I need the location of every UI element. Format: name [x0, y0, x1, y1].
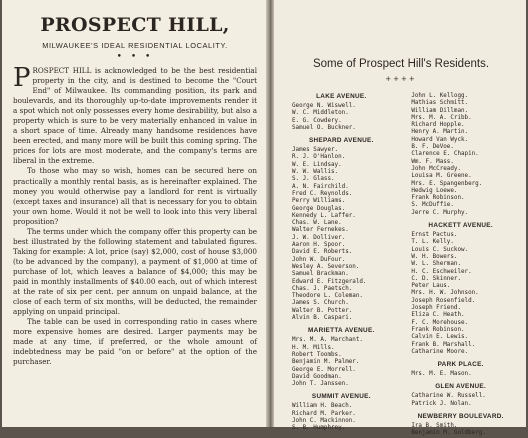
street-heading: NEWBERRY BOULEVARD.: [417, 412, 504, 420]
resident-name: Mrs. E. Spangenberg.: [411, 180, 483, 187]
resident-name: Mrs. H. W. Johnson.: [411, 290, 479, 297]
resident-name: Ernst Pactus.: [411, 232, 458, 239]
resident-name: Robert Toombs.: [292, 351, 342, 358]
resident-name: F. C. Morehouse.: [411, 319, 469, 326]
resident-name: Howard Van Wyck.: [411, 136, 469, 143]
resident-name: Louisa M. Greene.: [411, 173, 472, 180]
resident-name: Wesley A. Severson.: [292, 263, 360, 270]
resident-name: W. L. Sherman.: [411, 261, 461, 268]
resident-name: James Sawyer.: [292, 147, 339, 154]
resident-name: Richard M. Parker.: [292, 410, 356, 417]
resident-name: Samuel Brackman.: [292, 271, 349, 278]
body-paragraph-1: [13, 63, 257, 166]
body-paragraph-3: The terms under which the company offer this property can be best illustrated by the following statement and tabulated figures. Taking for example: A lot, price (say) $2,000, cost of house $3,000 (to be advanced by the company), a payment of $1,000 at time of purchase of lot, which leaves a balance of $4,000; this may be paid in monthly installments of $40.00 each, out of which interest at the rate of six per cent. per annum on unpaid balance, at the close of each term of six months, will be deducted, the remainder applying on unpaid principal.: [13, 226, 257, 317]
resident-name: Frank Robinson.: [411, 195, 465, 202]
resident-name: Frank B. Marshall.: [411, 341, 476, 348]
resident-name: John W. DuFour.: [292, 256, 346, 263]
resident-name: Joseph Friend.: [411, 305, 461, 312]
resident-name: James S. Church.: [292, 300, 349, 307]
residents-column-left: [284, 93, 399, 438]
resident-name: William H. Beach.: [292, 403, 353, 410]
page-title: PROSPECT HILL,: [40, 14, 230, 36]
street-heading: SUMMIT AVENUE.: [311, 393, 371, 401]
resident-name: John T. Janssen.: [292, 381, 349, 388]
resident-name: George N. Wiswell.: [292, 103, 356, 109]
resident-name: R. J. O'Hanlon.: [292, 154, 346, 161]
resident-name: Alvin B. Caspari.: [292, 315, 353, 322]
resident-name: Mrs. M. A. Cribb.: [411, 114, 472, 121]
resident-name: Mrs. M. E. Mason.: [411, 371, 472, 378]
page-subtitle: MILWAUKEE'S IDEAL RESIDENTIAL LOCALITY.: [42, 41, 228, 50]
resident-name: Mathias Schmitt.: [411, 100, 469, 107]
resident-name: John L. Kellogg.: [411, 93, 469, 99]
resident-name: Walter Fernekes.: [292, 227, 349, 234]
resident-name: W. C. Middleton.: [292, 110, 349, 117]
resident-name: Peter Laus.: [411, 283, 451, 290]
residents-column-right: [403, 93, 518, 438]
resident-name: Eliza C. Heath.: [411, 312, 465, 319]
drop-cap: P: [13, 63, 31, 93]
resident-name: Edward E. Fitzgerald.: [292, 278, 367, 285]
left-page: [2, 0, 266, 427]
resident-name: T. L. Kelly.: [411, 239, 454, 246]
resident-name: C. D. Skinner.: [411, 275, 461, 282]
right-page: [274, 0, 526, 437]
street-heading: MARIETTA AVENUE.: [308, 327, 375, 335]
resident-name: J. W. Dolliver.: [292, 234, 346, 241]
resident-name: Henry A. Martin.: [411, 129, 469, 136]
resident-name: E. G. Cowdery.: [292, 117, 342, 124]
residents-title: Some of Prospect Hill's Residents.: [312, 58, 490, 70]
resident-name: Fred C. Reynolds.: [292, 190, 353, 197]
resident-name: Catharine W. Russell.: [411, 393, 486, 400]
resident-name: David Goodman.: [292, 373, 342, 380]
resident-name: Jerre C. Murphy.: [411, 209, 469, 216]
resident-name: David E. Roberts.: [292, 249, 353, 256]
resident-name: Aaron H. Spoor.: [292, 242, 346, 249]
resident-name: Catharine Moore.: [411, 348, 469, 355]
ornament-divider: • • •: [116, 52, 154, 62]
body-paragraph-4: The table can be used in corresponding ratio in cases where more expensive homes are desired. Larger payments may be made at any time, if preferred, or the whole amount of indebtedness may be paid "on or before" at the option of the purchaser.: [13, 317, 257, 367]
resident-name: Samuel O. Buckner.: [292, 124, 356, 131]
resident-name: W. H. Bowers.: [411, 253, 458, 260]
resident-name: Patrick J. Nolan.: [411, 400, 472, 407]
resident-name: B. F. DeVoe.: [411, 144, 454, 151]
resident-name: William Dillman.: [411, 107, 469, 114]
resident-name: W. W. Wallis.: [292, 169, 339, 176]
resident-name: Joseph Rosenfield.: [411, 297, 476, 304]
resident-name: Benjamin M. Palmer.: [292, 359, 360, 366]
street-heading: GLEN AVENUE.: [435, 383, 487, 391]
book-gutter: [266, 0, 274, 427]
ornament-divider: ++++: [385, 75, 417, 83]
resident-name: Mrs. M. A. Marchant.: [292, 337, 363, 344]
street-heading: SHEPARD AVENUE.: [308, 137, 374, 145]
resident-name: W. E. Lindsay.: [292, 161, 342, 168]
resident-name: Wm. F. Mass.: [411, 158, 454, 165]
resident-name: Benjamin M. Goldberg.: [411, 430, 486, 437]
resident-name: S. McDuffie.: [411, 202, 454, 209]
resident-name: Louis C. Suckow.: [411, 246, 469, 253]
resident-name: Chas. W. Lane.: [292, 220, 342, 227]
resident-name: Walter B. Potter.: [292, 307, 353, 314]
resident-name: Calvin E. Lewis.: [411, 334, 469, 341]
resident-name: Frank Robinson.: [411, 326, 465, 333]
resident-name: H. M. Mills.: [292, 344, 335, 351]
body-paragraph-2: To those who may so wish, homes can be secured here on practically a monthly rental basis, as is hereinafter explained. The money you would otherwise pay a landlord for rent is virtually (except taxes and insurance) all that is necessary for you to obtain your own home. Would it not be well to look into this very liberal proposition?: [13, 166, 257, 226]
resident-name: Perry Williams.: [292, 198, 346, 205]
resident-name: Ira B. Smith.: [411, 422, 458, 429]
residents-columns: [284, 93, 518, 438]
resident-name: George E. Morrell.: [292, 366, 356, 373]
resident-name: S. B. Humphrey.: [292, 425, 346, 432]
street-heading: HACKETT AVENUE.: [428, 222, 493, 230]
street-heading: PARK PLACE.: [437, 361, 484, 369]
resident-name: Theodore L. Coleman.: [292, 293, 363, 300]
resident-name: Chas. J. Paetsch.: [292, 285, 353, 292]
street-heading: LAKE AVENUE.: [316, 93, 367, 100]
resident-name: John McCready.: [411, 165, 461, 172]
resident-name: Richard Hopple.: [411, 122, 465, 129]
resident-name: Clarence E. Chapin.: [411, 151, 479, 158]
resident-name: John C. Mackinnon.: [292, 417, 356, 424]
resident-name: A. N. Fairchild.: [292, 183, 349, 190]
resident-name: Kennedy L. Laffer.: [292, 212, 356, 219]
resident-name: George Douglas.: [292, 205, 346, 212]
resident-name: Hedwig Loewe.: [411, 187, 458, 194]
paragraph-text: ROSPECT HILL is acknowledged to be the best residential property in the city, and is destined to become the "Court End" of Milwaukee. Its commanding position, its park and boulevards, and its thoroughly up-to-date improvements render it a spot which not only possesses every home desirability, but also a property which is sure to be very materially enhanced in value in a short space of time. Already many handsome residences have been erected, and many more will be built this coming spring. The prices for lots are most moderate, and the company's terms are liberal in the extreme.: [13, 66, 257, 166]
resident-name: S. J. Glass.: [292, 176, 335, 183]
resident-name: H. C. Eschweiler.: [411, 268, 472, 275]
